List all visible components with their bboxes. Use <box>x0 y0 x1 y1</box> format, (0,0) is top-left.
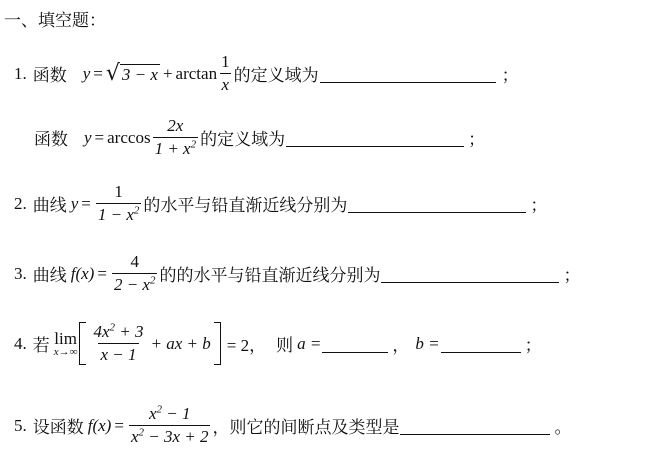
math-equals: = <box>97 263 107 283</box>
question-number: 4. <box>14 333 27 353</box>
math-fraction <box>96 182 142 225</box>
sqrt-content: 3 − x <box>121 64 158 84</box>
denominator-base: 2 − x <box>113 275 150 294</box>
heading-text: 一、填空题： <box>4 11 106 31</box>
question-1 <box>14 52 519 95</box>
fraction-denominator <box>129 425 211 447</box>
fraction-denominator <box>112 273 158 295</box>
math-bracket <box>79 322 220 365</box>
fraction-numerator: 1 <box>114 182 123 201</box>
question-4 <box>14 322 542 365</box>
question-end: ； <box>530 196 548 216</box>
fraction-numerator: 2x <box>167 116 184 135</box>
math-plus: + <box>162 63 173 83</box>
limit-label: lim <box>54 328 77 348</box>
question-3 <box>14 252 580 295</box>
numerator-exponent: 2 <box>156 403 162 416</box>
math-arccos: arccos <box>107 127 151 147</box>
a-label: a = <box>297 333 322 353</box>
question-lead: 若 <box>32 336 50 356</box>
math-fraction <box>219 52 232 95</box>
answer-blank-a[interactable] <box>322 334 388 353</box>
question-1b <box>34 116 485 159</box>
math-limit <box>54 330 78 358</box>
answer-blank[interactable] <box>400 416 550 435</box>
comma: ， <box>392 336 410 356</box>
math-y: y <box>82 63 91 83</box>
math-rest: + ax + b <box>150 333 211 353</box>
math-equals: = <box>81 193 91 213</box>
numerator-base: 4x <box>93 322 110 341</box>
math-y: y <box>84 127 92 147</box>
question-number: 2. <box>14 193 27 213</box>
fraction-numerator <box>91 322 145 343</box>
question-end: ； <box>524 336 542 356</box>
numerator-exponent: 2 <box>109 321 116 334</box>
question-5 <box>14 404 571 447</box>
denominator-exponent: 2 <box>149 274 156 287</box>
denominator-exponent: 2 <box>133 204 140 217</box>
math-fraction <box>91 322 145 365</box>
answer-blank-b[interactable] <box>441 334 521 353</box>
fraction-numerator: 1 <box>221 52 230 71</box>
math-fx: f(x) <box>70 263 95 283</box>
question-tail: ，则它的间断点及类型是 <box>212 418 400 438</box>
math-arctan: arctan <box>175 63 218 83</box>
math-y: y <box>70 193 79 213</box>
fraction-denominator: x <box>221 75 230 94</box>
fraction-numerator: 4 <box>130 252 139 271</box>
fraction-denominator <box>96 203 142 225</box>
question-tail: 的定义域为 <box>233 66 319 86</box>
question-number: 3. <box>14 263 27 283</box>
question-tail: 的的水平与铅直渐近线分别为 <box>159 266 381 286</box>
question-2 <box>14 182 547 225</box>
numerator-tail: + 3 <box>115 322 144 341</box>
question-number: 1. <box>14 63 27 83</box>
denominator-exponent: 2 <box>138 426 144 439</box>
question-lead: 曲线 <box>32 266 67 286</box>
numerator-base: x <box>148 404 157 423</box>
fraction-denominator: x − 1 <box>100 345 137 364</box>
math-fraction <box>112 252 158 295</box>
math-fraction <box>129 404 211 447</box>
denominator-base: 1 + x <box>154 139 191 158</box>
question-end: ； <box>563 266 581 286</box>
math-fraction <box>153 116 199 159</box>
answer-blank[interactable] <box>381 264 559 283</box>
math-equals-value: = 2， <box>226 336 267 355</box>
question-lead: 函数 <box>34 130 68 150</box>
math-equals: = <box>94 127 105 147</box>
left-bracket <box>79 322 86 365</box>
fraction-numerator <box>147 404 193 425</box>
question-lead: 设函数 <box>32 418 84 438</box>
math-sqrt <box>105 60 160 86</box>
question-end: ； <box>501 66 519 86</box>
sqrt-sign: √ <box>105 60 120 86</box>
question-lead: 曲线 <box>32 196 67 216</box>
fraction-denominator <box>153 137 199 159</box>
question-end: 。 <box>554 418 572 438</box>
question-then: 则 <box>276 336 294 356</box>
question-number: 5. <box>14 415 27 435</box>
denominator-exponent: 2 <box>190 138 197 151</box>
numerator-tail: − 1 <box>161 404 191 423</box>
math-equals: = <box>114 415 124 435</box>
answer-blank[interactable] <box>286 128 464 147</box>
b-label: b = <box>415 333 440 353</box>
question-end: ； <box>468 130 486 150</box>
right-bracket <box>214 322 221 365</box>
bracket-content <box>86 322 213 365</box>
question-tail: 的定义域为 <box>200 130 286 150</box>
question-lead: 函数 <box>32 66 67 86</box>
denominator-base: 1 − x <box>97 205 134 224</box>
math-fx: f(x) <box>87 415 112 435</box>
math-equals: = <box>93 63 103 83</box>
denominator-base: x <box>130 427 139 446</box>
section-heading <box>4 6 106 31</box>
question-tail: 的水平与铅直渐近线分别为 <box>143 196 348 216</box>
answer-blank[interactable] <box>348 194 526 213</box>
limit-subscript: x→∞ <box>53 345 78 358</box>
denominator-tail: − 3x + 2 <box>143 427 209 446</box>
answer-blank[interactable] <box>320 64 496 83</box>
